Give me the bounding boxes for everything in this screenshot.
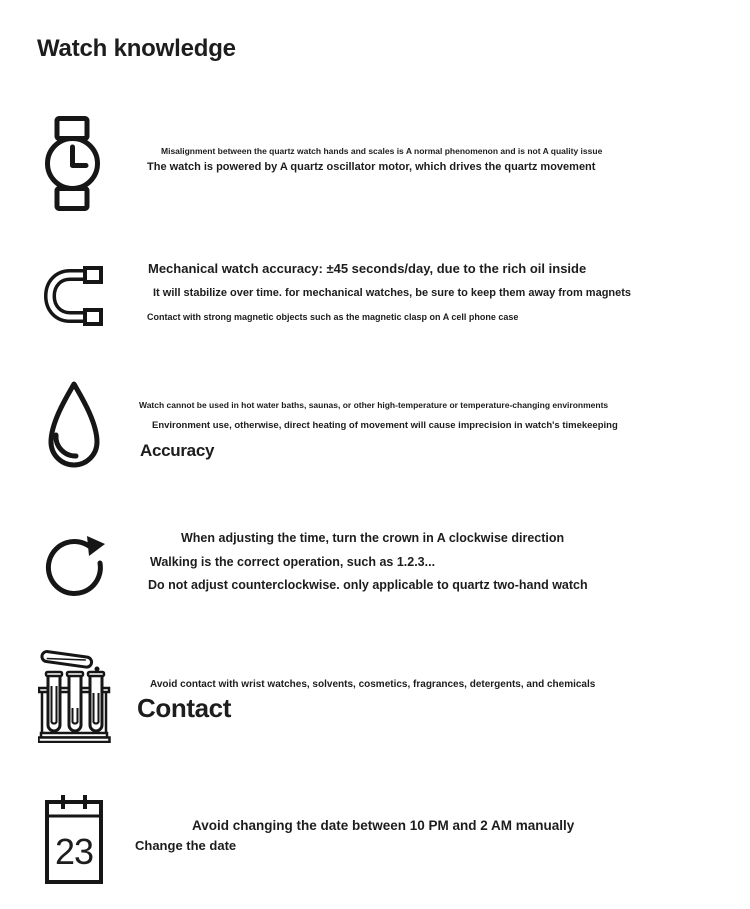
walking-operation-line: Walking is the correct operation, such as 1.2.3... [150, 555, 436, 569]
magnet-warning-line: It will stabilize over time. for mechanical watches, be sure to keep them away from magnets [153, 287, 632, 299]
chemicals-warning-line: Avoid contact with wrist watches, solvents, cosmetics, fragrances, detergents, and chemicals [150, 679, 596, 690]
water-drop-icon [44, 380, 104, 478]
contact-label: Contact [137, 693, 231, 723]
counterclockwise-warning-line: Do not adjust counterclockwise. only applicable to quartz two-hand watch [148, 578, 588, 592]
crown-direction-line: When adjusting the time, turn the crown in A clockwise direction [181, 531, 565, 545]
quartz-headline: The watch is powered by A quartz oscillator motor, which drives the quartz movement [147, 161, 596, 173]
page-title: Watch knowledge [37, 35, 236, 62]
environment-line: Environment use, otherwise, direct heating of movement will cause imprecision in watch's timekeeping [152, 420, 618, 431]
accuracy-headline: Mechanical watch accuracy: ±45 seconds/day, due to the rich oil inside [148, 261, 587, 276]
wristwatch-icon [45, 115, 100, 212]
heat-warning-note: Watch cannot be used in hot water baths, saunas, or other high-temperature or temperature-changing environments [139, 400, 609, 410]
calendar-date-number: 23 [55, 831, 94, 872]
magnet-contact-note: Contact with strong magnetic objects such as the magnetic clasp on A cell phone case [147, 312, 519, 322]
clockwise-arrow-icon [43, 527, 105, 603]
accuracy-label: Accuracy [140, 441, 215, 460]
change-date-label: Change the date [135, 838, 237, 853]
calendar-icon [43, 793, 105, 885]
test-tubes-icon [38, 648, 112, 743]
magnet-icon [43, 266, 105, 326]
quartz-note-line: Misalignment between the quartz watch hands and scales is A normal phenomenon and is not A quality issue [161, 146, 603, 156]
date-change-warning-line: Avoid changing the date between 10 PM and 2 AM manually [192, 818, 575, 833]
